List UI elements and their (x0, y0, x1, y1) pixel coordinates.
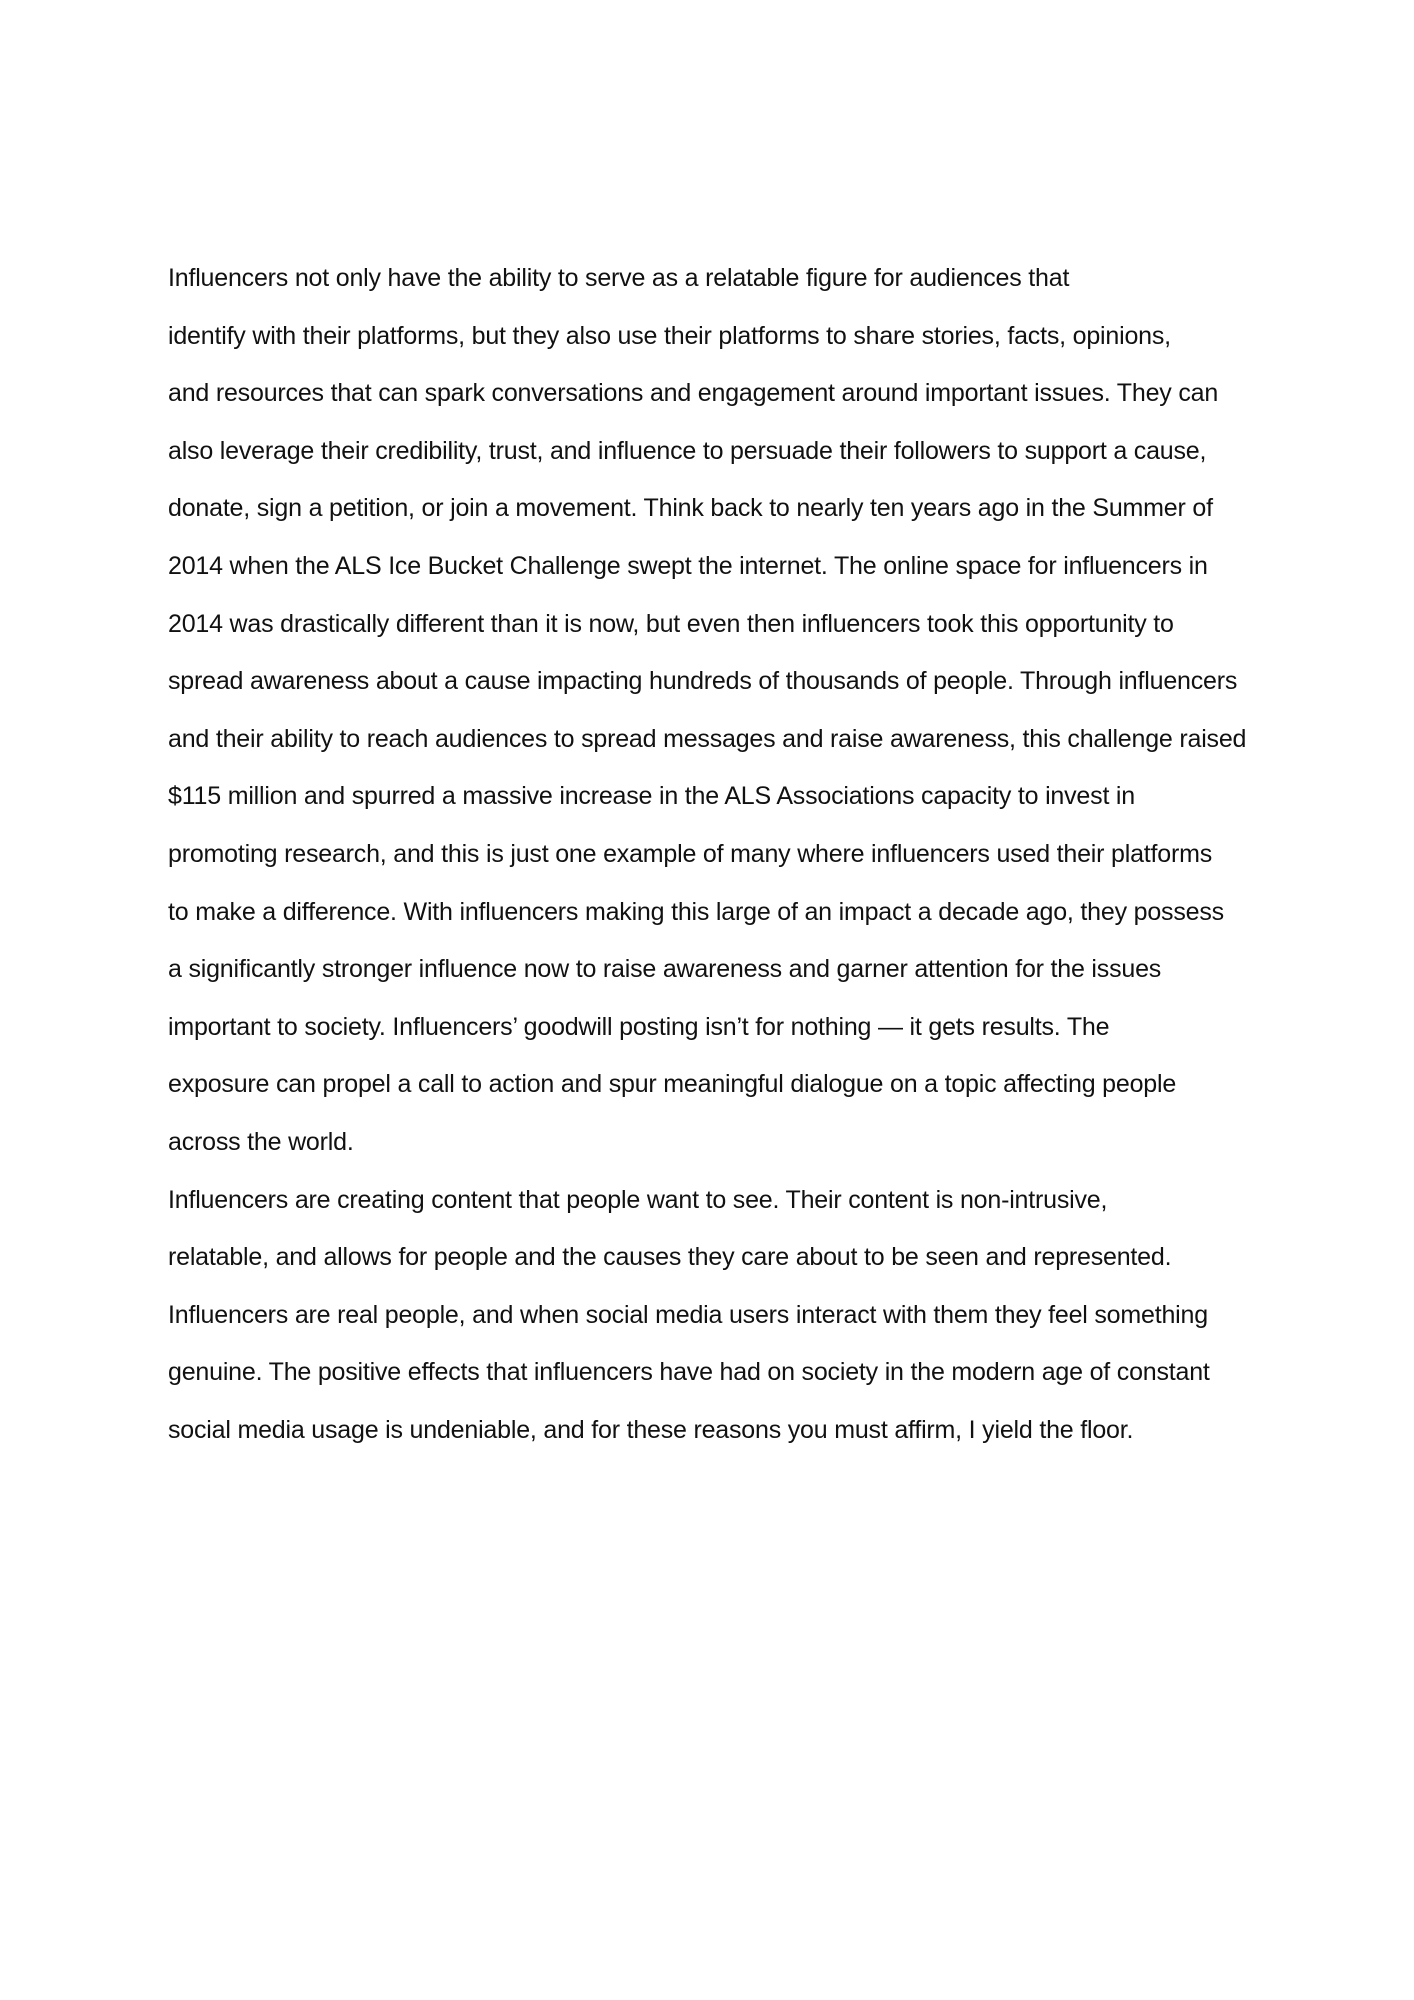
text-line: also leverage their credibility, trust, and influence to persuade their followers to support a cause, (168, 436, 1207, 465)
text-line: Influencers not only have the ability to serve as a relatable figure for audiences that (168, 264, 1070, 292)
text-line: Influencers are creating content that people want to see. Their content is non-intrusive, (168, 1185, 1108, 1214)
text-line: identify with their platforms, but they also use their platforms to share stories, facts, opinions, (168, 321, 1171, 350)
text-line: to make a difference. With influencers making this large of an impact a decade ago, they possess (168, 897, 1224, 926)
text-line: donate, sign a petition, or join a movement. Think back to nearly ten years ago in the Summer of (168, 494, 1213, 523)
text-line: across the world. (168, 1127, 354, 1156)
text-line: important to society. Influencers’ goodwill posting isn’t for nothing — it gets results. The (168, 1012, 1110, 1041)
text-line: Influencers are real people, and when social media users interact with them they feel something (168, 1300, 1208, 1329)
body-text (168, 250, 1268, 1459)
text-line: social media usage is undeniable, and for these reasons you must affirm, I yield the floor. (168, 1415, 1134, 1444)
text-line: a significantly stronger influence now to raise awareness and garner attention for the issues (168, 955, 1162, 984)
text-line: $115 million and spurred a massive increase in the ALS Associations capacity to invest in (168, 782, 1135, 811)
text-line: spread awareness about a cause impacting hundreds of thousands of people. Through influencers (168, 667, 1238, 696)
text-line: 2014 was drastically different than it is now, but even then influencers took this opportunity to (168, 609, 1174, 638)
text-line: genuine. The positive effects that influencers have had on society in the modern age of constant (168, 1358, 1210, 1387)
text-line: relatable, and allows for people and the causes they care about to be seen and represented. (168, 1243, 1172, 1272)
text-line: promoting research, and this is just one example of many where influencers used their platforms (168, 839, 1213, 868)
text-line: 2014 when the ALS Ice Bucket Challenge swept the internet. The online space for influencers in (168, 551, 1208, 580)
text-line: and resources that can spark conversations and engagement around important issues. They can (168, 379, 1219, 408)
text-line: exposure can propel a call to action and spur meaningful dialogue on a topic affecting people (168, 1070, 1177, 1099)
text-line: and their ability to reach audiences to spread messages and raise awareness, this challenge raised (168, 724, 1247, 753)
